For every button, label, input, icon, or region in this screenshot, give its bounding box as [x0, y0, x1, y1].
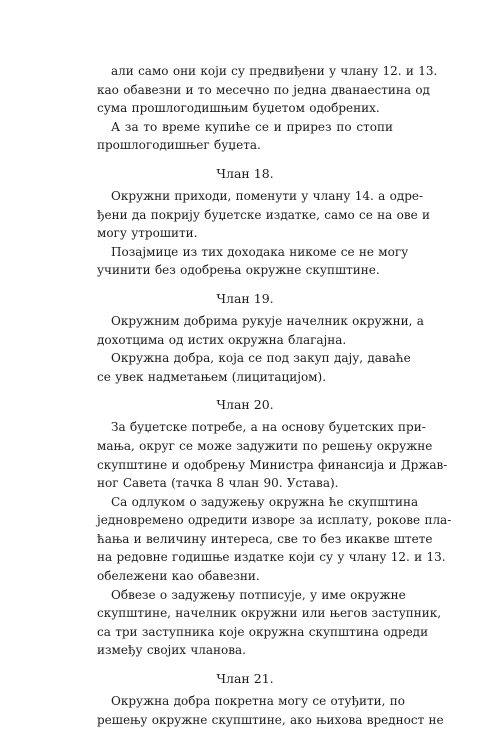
paragraph — [97, 118, 393, 155]
paragraph — [97, 312, 424, 349]
text-line: Окружна добра покретна могу се отуђити, по — [111, 694, 405, 709]
paragraph — [97, 349, 411, 386]
text-line: једновремено одредити изворе за исплату, рокове пла- — [97, 513, 452, 528]
text-line: ћања и величину интереса, све то без икакве штете — [97, 531, 433, 546]
text-line: решењу окружне скупштине, ако њихова вредност не — [97, 712, 444, 727]
text-line: Окружни приходи, поменути у члану 14. а одре- — [111, 188, 424, 203]
paragraph — [97, 243, 409, 280]
text-line: дохотцима од истих окружна благајна. — [97, 332, 347, 347]
text-line: За буџетске потребе, а на основу буџетских при- — [111, 420, 426, 435]
text-line: Окружним добрима рукује начелник окружни, а — [111, 313, 424, 328]
text-line: Окружна добра, која се под закуп дају, даваће — [111, 351, 411, 366]
paragraph — [97, 418, 448, 492]
text-line: као обавезни и то месечно по једна дванаестина од — [97, 82, 430, 97]
article-heading: Члан 19. — [216, 290, 274, 306]
text-line: Позајмице из тих доходака никоме се не могу — [111, 244, 409, 259]
text-line: скупштине и одобрењу Министра финансија и Држав- — [97, 457, 448, 472]
text-line: скупштине, начелник окружни или његов заступник, — [97, 606, 442, 621]
article-heading: Члан 20. — [216, 397, 274, 413]
text-line: сума прошлогодишњим буџетом одобрених. — [97, 101, 380, 116]
text-line: Са одлуком о задужењу окружна ће скупштина — [111, 494, 419, 509]
article-heading: Члан 18. — [216, 165, 274, 181]
text-line: Обвезе о задужењу потписује, у име окружне — [111, 587, 406, 602]
text-line: ђени да покрију буџетске издатке, само се на ове и — [97, 207, 430, 222]
paragraph — [97, 187, 430, 243]
text-line: на редовне годишње издатке који су у члану 12. и 13. — [97, 550, 446, 565]
text-line: учинити без одобрења окружне скупштине. — [97, 263, 380, 278]
text-line: прошлогодишњег буџета. — [97, 138, 261, 153]
paragraph — [97, 62, 438, 118]
text-line: обележени као обавезни. — [97, 569, 260, 584]
paragraph — [97, 586, 442, 660]
paragraph — [97, 692, 444, 729]
text-line: ног Савета (тачка 8 члан 90. Устава). — [97, 476, 339, 491]
text-line: А за то време купиће се и прирез по стопи — [111, 119, 393, 134]
text-line: између својих чланова. — [97, 643, 246, 658]
article-heading: Члан 21. — [216, 671, 274, 687]
text-body — [97, 62, 452, 729]
text-line: али само они који су предвиђени у члану 12. и 13. — [111, 64, 438, 78]
text-line: мања, округ се може задужити по решењу окружне — [97, 438, 433, 453]
text-line: се увек надметањем (лицитацијом). — [97, 369, 327, 384]
text-line: са три заступника које окружна скупштина одреди — [97, 624, 429, 639]
text-line: могу утрошити. — [97, 226, 198, 241]
paragraph — [97, 493, 452, 586]
